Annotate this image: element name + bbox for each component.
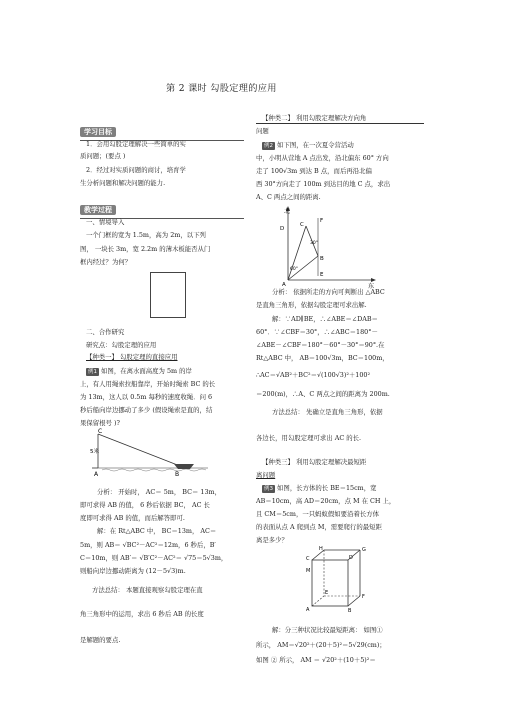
solution1-line: 则船向岸边挪动距离为 (12－5√3)m.	[80, 567, 186, 575]
method2-line: 方法总结： 先确立是直角三角形，依据	[272, 408, 383, 416]
label-east: 东	[368, 283, 375, 290]
solution3-line: 解：分三种状况比较最短距离： 如图①	[272, 626, 383, 634]
section-header-process	[80, 197, 244, 219]
solution1-line: 解：在 Rt△ABC 中， BC＝13m， AC＝	[97, 527, 217, 535]
example1-badge: 例1	[88, 369, 97, 375]
example3-badge: 例3	[264, 486, 273, 492]
boat-rope-figure	[90, 428, 210, 478]
label-angle60: 60°	[290, 267, 298, 272]
example3-line	[262, 483, 377, 493]
example2-line	[262, 140, 354, 150]
type1-heading: 【种类一】 勾股定理的直接应用	[86, 353, 178, 361]
hidden-edge	[312, 596, 324, 606]
example1-text: 如图，在离水面高度为 5m 的岸	[101, 367, 192, 375]
example2-line: 走了 100√3m 到达 B 点，而后再沿北偏	[256, 167, 372, 175]
goal-line: 2．经过对实质问题的商讨，培育学	[86, 166, 186, 174]
label-b: B	[348, 608, 352, 614]
solution2-line: ∠ABE－∠CBF＝180°－60°－30°＝90°.在	[256, 341, 385, 349]
label-c: C	[98, 428, 103, 435]
process-badge: 教学过程	[80, 205, 116, 215]
type3-heading-cont: 离问题	[256, 471, 276, 479]
label-d: D	[280, 226, 285, 232]
label-angle30: 30°	[310, 241, 318, 246]
solution2-line: 解：∵AD∥BE，∴∠ABE＝∠DAB＝	[272, 315, 378, 323]
front-face	[312, 560, 348, 606]
label-a: A	[94, 471, 99, 478]
label-a: A	[282, 282, 286, 288]
method2-line: 各边长，用勾股定理可求出 AC 的长.	[256, 434, 362, 442]
goals-badge: 学习目标	[80, 127, 116, 137]
solution2-line: ∴AC＝√AB²＋BC²＝√(100√3)²＋100²	[256, 371, 371, 379]
solution1-line: 5m，则 AB＝ √BC²－AC²＝12m，6 秒后，B′	[80, 541, 216, 549]
example1-line: 上，有人用绳索拉船靠岸，开始时绳索 BC 的长	[80, 380, 216, 388]
intro-line: 框内经过？为何？	[80, 258, 132, 266]
analysis1-line: 分析： 开始时， AC＝ 5m， BC＝ 13m，	[97, 488, 221, 496]
label-c: C	[300, 222, 304, 228]
example3-line: AB＝10cm，高 AD＝20cm，点 M 在 CH 上，	[256, 497, 396, 505]
solution2-line: ＝200(m)，∴A、C 两点之间的距离为 200m.	[256, 390, 390, 398]
analysis1-line: 度即可求得 AB 的值，而后解答即可.	[80, 514, 185, 522]
coop-heading: 二、合作研究	[86, 328, 125, 336]
divider	[256, 123, 424, 124]
goal-line: 生分析问题和解决问题的能力.	[80, 179, 166, 187]
section-header-goals	[80, 119, 244, 141]
label-e: E	[320, 272, 324, 278]
cuboid-figure	[302, 546, 372, 612]
solution1-line: C＝10m，则 AB′＝ √B′C²－AC²＝ √75＝5√3m，	[80, 554, 228, 562]
label-b: B	[320, 256, 324, 262]
example1-line: 为 13m，这人以 0.5m 每秒的速度收绳．问 6	[80, 393, 213, 401]
example1-line	[86, 366, 192, 376]
type2-heading-cont: 问题	[256, 127, 269, 135]
example2-text: 如下图，在一次夏令营活动	[277, 141, 354, 149]
label-g: G	[362, 547, 366, 553]
solution3-line: 所示， AM＝√20²＋(20＋5)²＝5√29(cm)；	[256, 641, 386, 649]
intro-heading: 一、情境导入	[86, 218, 125, 226]
example3-line: 且 CM＝5cm，一只蚂蚁假如要沿着长方体	[256, 510, 380, 518]
example3-text: 如图，长方体的长 BE＝15cm，宽	[277, 484, 377, 492]
analysis2-line: 分析： 依据所走的方向可判断出 △ABC	[272, 288, 385, 296]
label-a: A	[306, 607, 310, 613]
analysis2-line: 是直角三角形，依据勾股定理可求出解.	[256, 301, 367, 309]
label-e: E	[325, 590, 329, 596]
solution2-line: 60°．∵∠CBF＝30°，∴∠ABC＝180°－	[256, 328, 378, 336]
example3-line: 的表面从点 A 爬到点 M，需要爬行的最短距	[256, 523, 382, 531]
label-height: 5米	[90, 449, 99, 455]
goal-line: 1．会用勾股定理解决一些简单的实	[86, 140, 186, 148]
label-m: M	[306, 568, 311, 574]
type3-heading: 【种类三】 利用勾股定理解决最短距	[262, 458, 367, 466]
label-f: F	[362, 594, 365, 600]
type2-heading: 【种类二】 利用勾股定理解决方向角	[262, 114, 367, 122]
coop-point: 研究点：勾股定理的应用	[86, 341, 157, 349]
example2-badge: 例2	[264, 143, 273, 149]
label-c: C	[306, 556, 310, 562]
intro-line: 图， 一块长 3m，宽 2.2m 的薄木板能否从门	[80, 245, 211, 253]
page-title: 第 2 课时 勾股定理的应用	[166, 83, 277, 94]
analysis1-line: 即可求得 AB 的值， 6 秒后依据 BC， AC 长	[80, 501, 210, 509]
intro-line: 一个门框的宽为 1.5m，高为 2m，以下列	[86, 231, 206, 239]
label-f: F	[320, 218, 324, 224]
example2-line: 西 30°方向走了 100m 到达目的地 C 点，求出	[256, 180, 391, 188]
method1-line: 方法总结： 本题直接观察勾股定理在直	[92, 586, 203, 594]
method1-line: 角三角形中的运用，求出 6 秒后 AB 的长度	[80, 610, 204, 618]
edge	[348, 596, 360, 606]
example3-line: 离是多少？	[256, 536, 288, 544]
solution3-line: 如图 ② 所示， AM ＝ √20²＋(10＋5)²＝	[256, 656, 376, 664]
goal-line: 质问题；(要点 )	[80, 152, 126, 160]
label-h: H	[319, 546, 323, 552]
east-arrow	[371, 278, 376, 282]
method1-line: 是解题的要点.	[80, 636, 121, 644]
rope-line	[98, 434, 180, 466]
example1-line: 秒后船向岸边挪动了多少 (假设绳索是直的，结	[80, 406, 213, 414]
label-north: 北	[284, 208, 291, 215]
direction-figure	[270, 204, 380, 290]
water-waves	[102, 469, 206, 471]
door-frame-figure	[150, 272, 186, 318]
solution2-line: Rt△ABC 中， AB＝100√3m，BC＝100m，	[256, 354, 389, 362]
label-d: D	[349, 555, 353, 561]
example2-line: 中，小明从营地 A 点出发，沿北偏东 60° 方向	[256, 154, 389, 162]
example1-line: 果保留根号 )?	[80, 419, 120, 427]
example2-line: A、C 两点之间的距离.	[256, 193, 321, 201]
label-b: B	[175, 471, 180, 478]
